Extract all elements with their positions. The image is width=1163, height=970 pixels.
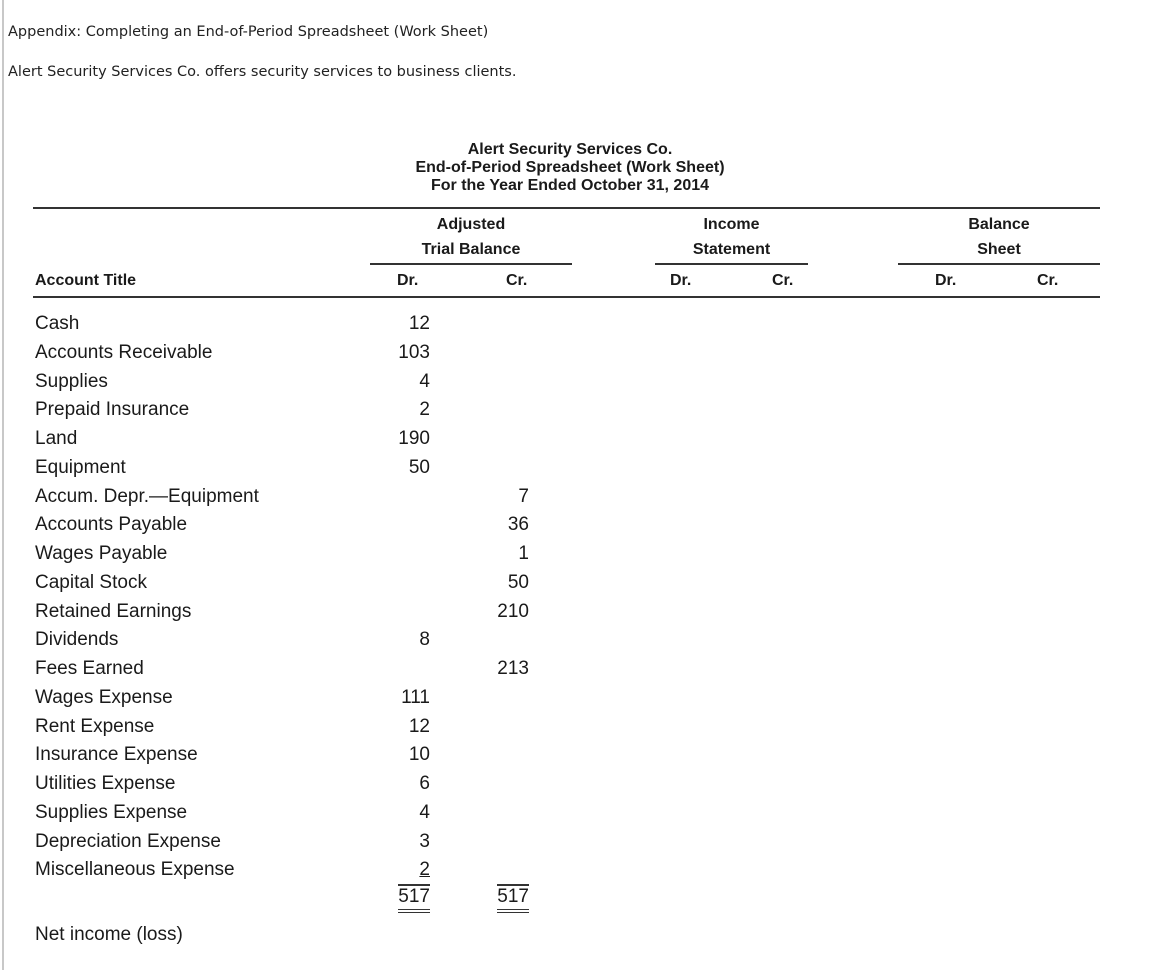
account-title: Accounts Receivable xyxy=(35,341,213,363)
group-rule xyxy=(655,263,808,265)
atb-dr-value: 111 xyxy=(401,686,430,708)
atb-dr-value: 2 xyxy=(419,859,430,881)
account-title: Land xyxy=(35,428,78,449)
atb-dr-value: 4 xyxy=(419,370,430,392)
atb-cr-value: 7 xyxy=(518,485,529,507)
sheet-period: For the Year Ended October 31, 2014 xyxy=(430,177,710,194)
account-title: Dividends xyxy=(35,629,119,651)
account-title: Wages Payable xyxy=(35,543,168,564)
header-rule xyxy=(33,296,1100,298)
atb-dr-value: 4 xyxy=(419,801,430,823)
is-cr-header: Cr. xyxy=(772,272,794,289)
net-income-label: Net income (loss) xyxy=(35,924,183,945)
atb-cr-header: Cr. xyxy=(506,272,528,289)
group-line: Adjusted xyxy=(436,216,506,233)
group-line: Sheet xyxy=(977,241,1021,258)
account-title: Equipment xyxy=(35,456,126,478)
total-value: 517 xyxy=(398,884,430,913)
account-title-header: Account Title xyxy=(35,272,137,289)
account-title: Miscellaneous Expense xyxy=(35,859,235,881)
account-title: Supplies xyxy=(35,370,108,392)
group-line: Balance xyxy=(968,216,1030,233)
atb-cr-value: 213 xyxy=(497,658,529,679)
atb-dr-value: 8 xyxy=(419,629,430,651)
atb-dr-value: 10 xyxy=(408,744,430,766)
atb-dr-value: 50 xyxy=(408,456,430,478)
group-line: Statement xyxy=(692,241,771,258)
atb-cr-total xyxy=(469,887,529,907)
account-title: Supplies Expense xyxy=(35,801,188,823)
group-line: Trial Balance xyxy=(421,241,521,258)
atb-dr-value: 103 xyxy=(398,341,430,363)
atb-cr-value: 50 xyxy=(507,571,529,593)
account-title: Fees Earned xyxy=(35,658,144,679)
group-balance-sheet xyxy=(898,212,1100,262)
account-title: Cash xyxy=(35,313,80,334)
account-title: Depreciation Expense xyxy=(35,830,221,852)
intro-description: Alert Security Services Co. offers security services to business clients. xyxy=(8,64,517,80)
account-title: Utilities Expense xyxy=(35,773,176,794)
atb-dr-value: 2 xyxy=(419,399,430,421)
account-title: Rent Expense xyxy=(35,715,155,737)
group-adjusted-trial-balance xyxy=(370,212,572,262)
atb-dr-value: 12 xyxy=(408,715,430,737)
appendix-heading: Appendix: Completing an End-of-Period Spreadsheet (Work Sheet) xyxy=(8,24,489,40)
atb-dr-header: Dr. xyxy=(397,272,419,289)
atb-dr-value: 190 xyxy=(398,428,430,449)
atb-cr-value: 1 xyxy=(518,543,529,564)
group-line: Income xyxy=(703,216,760,233)
atb-dr-total xyxy=(370,887,430,907)
group-rule xyxy=(370,263,572,265)
top-rule xyxy=(33,207,1100,209)
account-title: Retained Earnings xyxy=(35,600,192,622)
bs-dr-header: Dr. xyxy=(935,272,957,289)
group-rule xyxy=(898,263,1100,265)
account-title: Capital Stock xyxy=(35,571,147,593)
total-value: 517 xyxy=(497,884,529,913)
atb-cr-value: 36 xyxy=(507,514,529,536)
sheet-title: End-of-Period Spreadsheet (Work Sheet) xyxy=(415,159,725,176)
account-title: Accum. Depr.—Equipment xyxy=(35,485,259,507)
atb-dr-value: 12 xyxy=(408,313,430,334)
group-income-statement xyxy=(655,212,808,262)
company-name: Alert Security Services Co. xyxy=(467,141,673,158)
atb-dr-value: 6 xyxy=(419,773,430,794)
bs-cr-header: Cr. xyxy=(1037,272,1059,289)
account-title: Wages Expense xyxy=(35,686,173,708)
account-title: Insurance Expense xyxy=(35,744,198,766)
is-dr-header: Dr. xyxy=(670,272,692,289)
left-border xyxy=(2,0,4,970)
account-title: Accounts Payable xyxy=(35,514,188,536)
account-title: Prepaid Insurance xyxy=(35,399,190,421)
atb-cr-value: 210 xyxy=(497,600,529,622)
atb-dr-value: 3 xyxy=(419,830,430,852)
